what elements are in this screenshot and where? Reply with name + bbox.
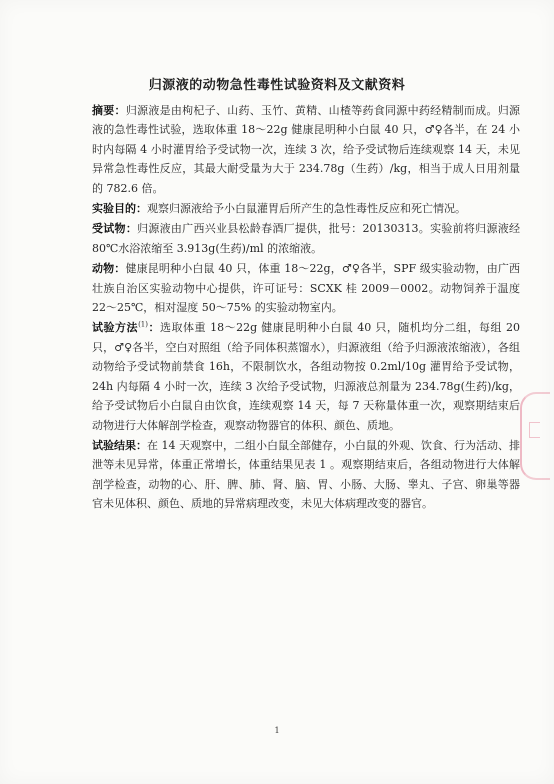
document-title: 归源液的动物急性毒性试验资料及文献资料: [148, 78, 406, 93]
purpose-text: 观察归源液给予小白鼠灌胃后所产生的急性毒性反应和死亡情况。: [147, 202, 466, 216]
results-label: 试验结果：: [92, 438, 147, 452]
method-reference-superscript: (1): [138, 320, 148, 329]
method-text: 选取体重 18～22g 健康昆明种小白鼠 40 只，随机均分二组，每组 20 只，♂♀各半，空白对照组（给予同体积蒸馏水），归源液组（给予归源液浓缩液），各组动物给予受试物前禁食 16h，不限制饮水，各组动物按 0.2ml/10g 灌胃给予受试物，24h 内每隔 4 小时一次，连续 3 次给予受试物，归源液总剂量为 234.78g(生药)/kg，给予受试物后小白鼠自由饮食，连续观察 14 天，每 7 天称量体重一次，观察期结束后动物进行大体解剖学检查，观察动物器官的体积、颜色、质地。: [92, 321, 520, 432]
results-text: 在 14 天观察中，二组小白鼠全部健存，小白鼠的外观、饮食、行为活动、排泄等未见异常，体重正常增长，体重结果见表 1 。观察期结束后，各组动物进行大体解剖学检查，动物的心、肝、脾、肺、肾、脑、胃、小肠、大肠、睾丸、子宫、卵巢等器官未见体积、颜色、质地的异常病理改变，未见大体病理改变的器官。: [92, 438, 520, 511]
results-paragraph: [92, 436, 520, 514]
red-stamp-fragment: [520, 392, 550, 480]
method-label-colon: ：: [147, 321, 161, 335]
purpose-paragraph: [92, 199, 520, 218]
abstract-paragraph: [92, 101, 520, 198]
animals-text: 健康昆明种小白鼠 40 只，体重 18～22g，♂♀各半，SPF 级实验动物，由广西壮族自治区实验动物中心提供，许可证号：SCXK 桂 2009－0002。动物饲养于温度 22～25℃，相对湿度 50～75% 的实验动物室内。: [92, 262, 520, 315]
method-paragraph: [92, 318, 520, 434]
page-number: 1: [274, 726, 280, 735]
test-substance-label: 受试物：: [92, 222, 138, 236]
test-substance-paragraph: [92, 219, 520, 258]
abstract-label: 摘要：: [92, 104, 126, 117]
animals-paragraph: [92, 259, 520, 317]
test-substance-text: 归源液由广西兴业县松龄春酒厂提供，批号：20130313。实验前将归源液经 80℃水浴浓缩至 3.913g(生药)/ml 的浓缩液。: [92, 222, 520, 255]
animals-label: 动物：: [92, 262, 126, 276]
method-label: 试验方法: [92, 321, 139, 335]
document-body: [92, 101, 520, 515]
purpose-label: 实验目的：: [92, 202, 147, 216]
abstract-text: 归源液是由枸杞子、山药、玉竹、黄精、山楂等药食同源中药经精制而成。归源液的急性毒性试验，选取体重 18～22g 健康昆明种小白鼠 40 只，♂♀各半，在 24 小时内每隔 4 小时灌胃给予受试物一次，连续 3 次，给予受试物后连续观察 14 天，未见异常急性毒性反应，其最大耐受量为大于 234.78g（生药）/kg，相当于成人日用剂量的 782.6 倍。: [92, 104, 520, 195]
